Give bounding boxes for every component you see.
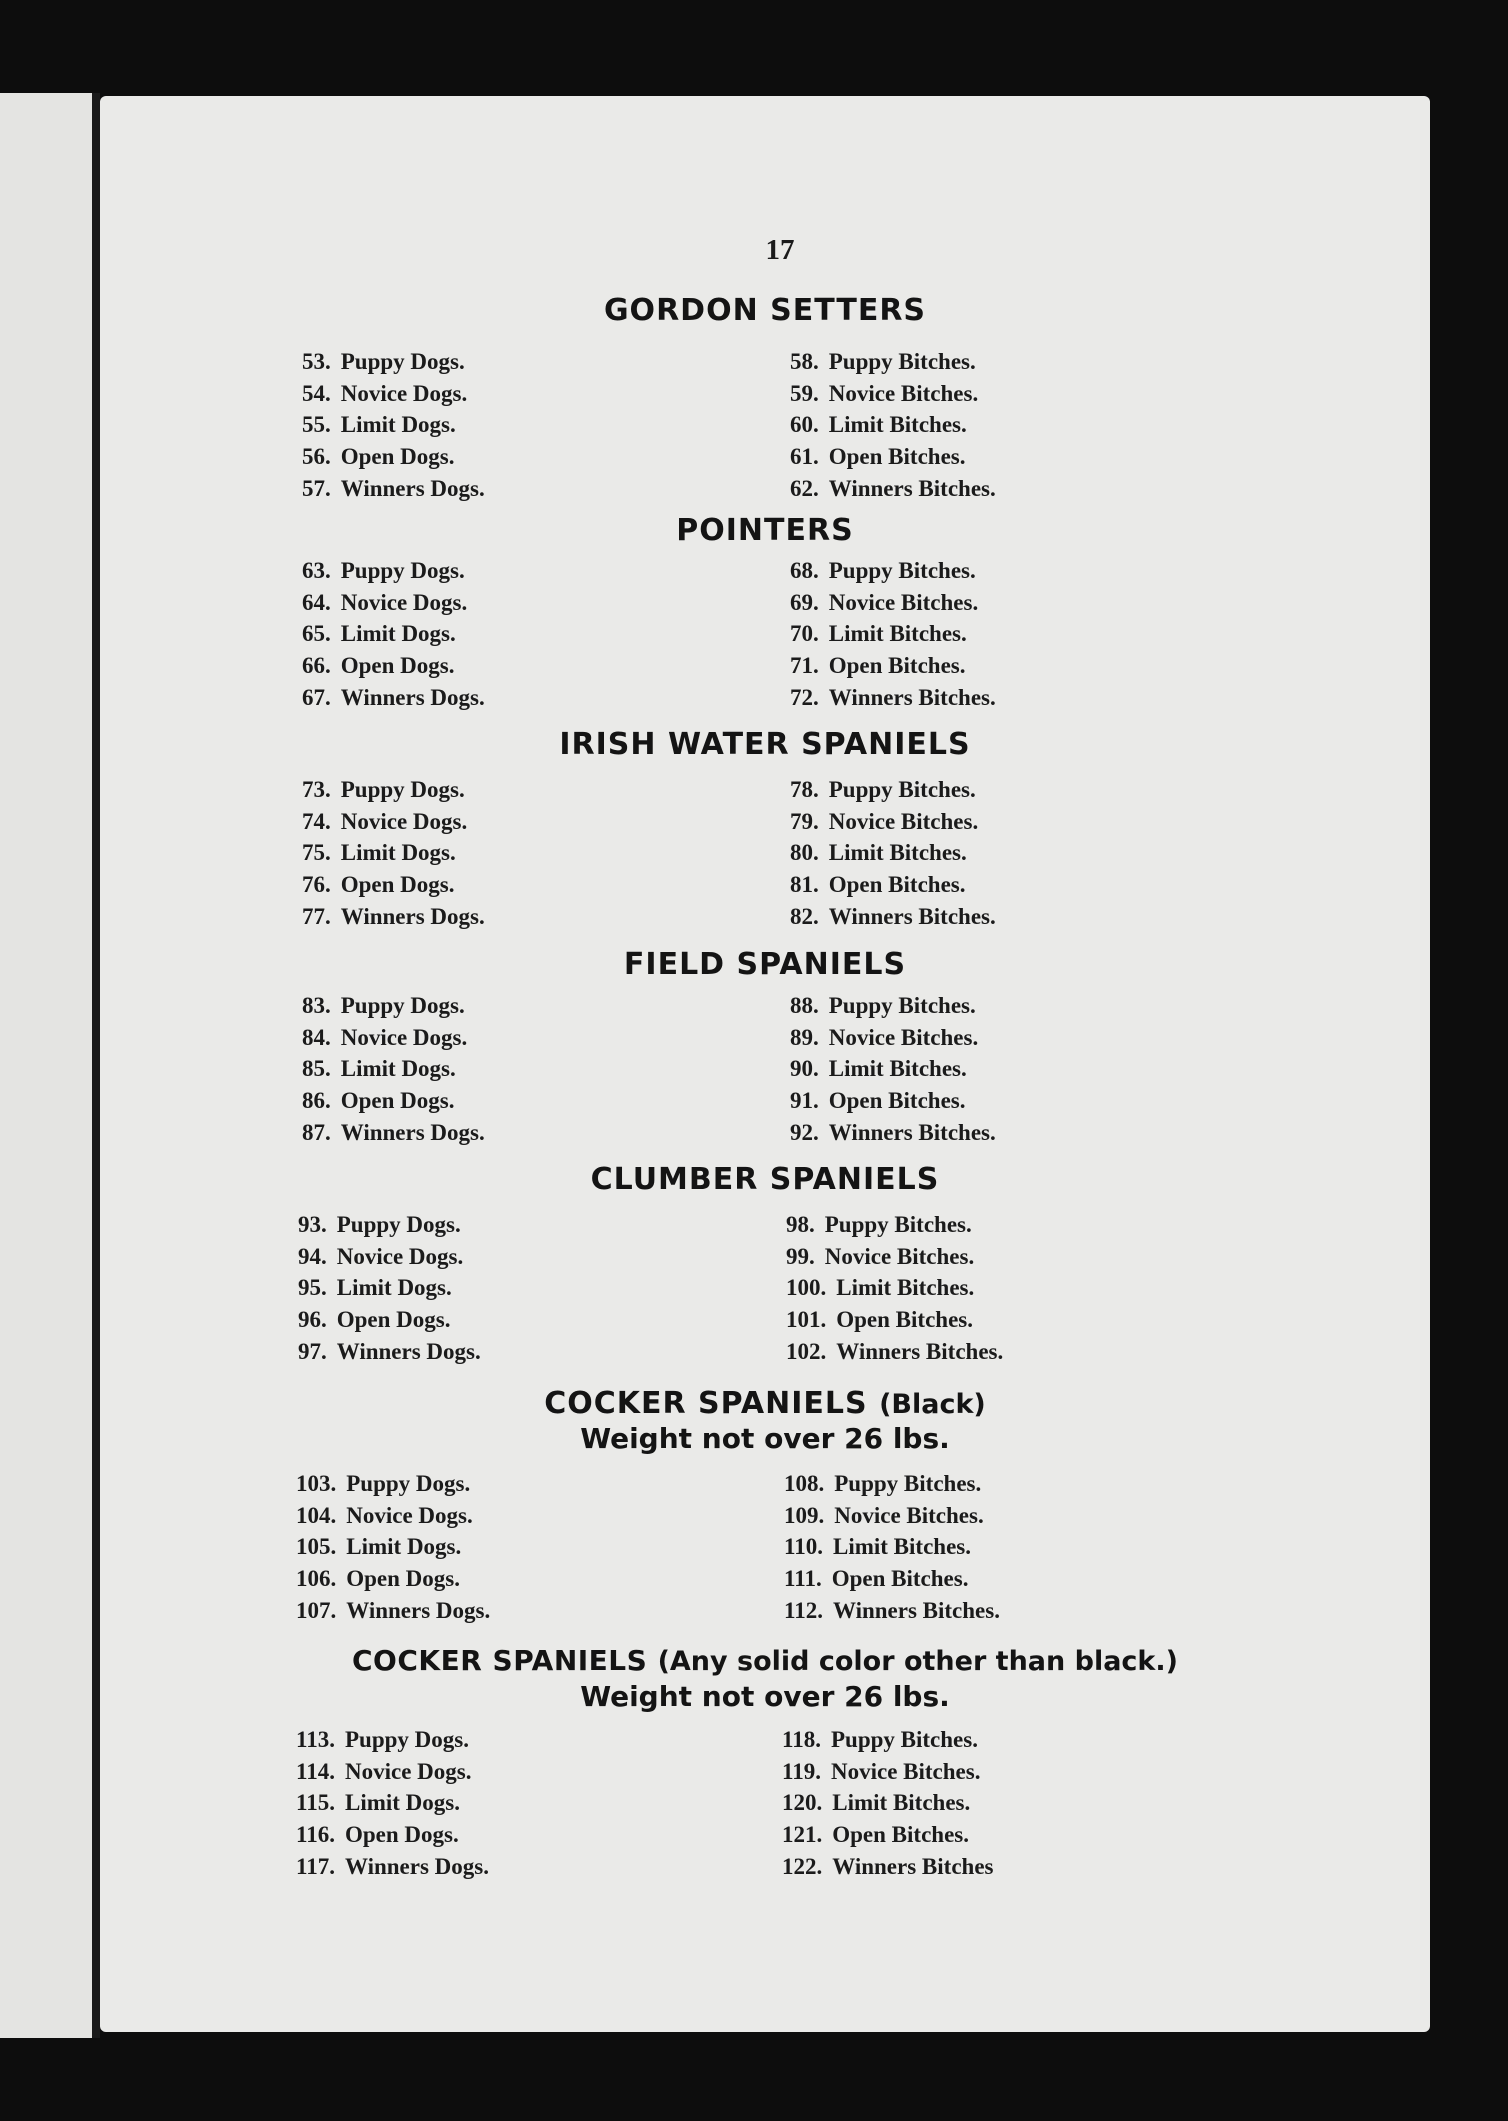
- class-entry: 118. Puppy Bitches.: [782, 1727, 978, 1752]
- class-entry: 104. Novice Dogs.: [296, 1502, 473, 1528]
- class-entry: 122. Winners Bitches: [782, 1853, 994, 1879]
- class-entry: 97. Winners Dogs.: [298, 1338, 481, 1364]
- class-entry: 74. Novice Dogs.: [302, 808, 468, 834]
- page-gutter: [92, 93, 100, 2038]
- class-entry: 91. Open Bitches.: [790, 1088, 966, 1114]
- class-entry: 116. Open Dogs.: [296, 1822, 459, 1848]
- class-entry: 95. Limit Dogs.: [298, 1275, 452, 1301]
- section-subheading-weight: Weight not over 26 lbs.: [580, 1680, 950, 1713]
- class-entry: 119. Novice Bitches.: [782, 1758, 981, 1784]
- class-entry: 115. Limit Dogs.: [296, 1790, 460, 1816]
- class-entry: 81. Open Bitches.: [790, 872, 966, 898]
- pointers-bitch-classes: [790, 555, 996, 713]
- class-entry: 61. Open Bitches.: [790, 444, 966, 470]
- class-entry: 77. Winners Dogs.: [302, 903, 485, 929]
- cocker-spaniels-black-dog-classes: [296, 1468, 490, 1626]
- class-entry: 57. Winners Dogs.: [302, 475, 485, 501]
- clumber-spaniels-dog-classes: [298, 1209, 481, 1367]
- class-entry: 82. Winners Bitches.: [790, 903, 996, 929]
- cocker-spaniels-solid-bitch-classes: [782, 1724, 993, 1882]
- section-heading-clumber-spaniels: CLUMBER SPANIELS: [590, 1162, 940, 1197]
- section-heading-gordon-setters: GORDON SETTERS: [603, 293, 927, 328]
- class-entry: 99. Novice Bitches.: [786, 1243, 975, 1269]
- field-spaniels-bitch-classes: [790, 990, 996, 1148]
- class-entry: 121. Open Bitches.: [782, 1822, 969, 1848]
- facing-page-edge: [0, 93, 92, 2038]
- class-entry: 60. Limit Bitches.: [790, 412, 967, 438]
- cocker-spaniels-black-bitch-classes: [784, 1468, 1000, 1626]
- clumber-spaniels-bitch-classes: [786, 1209, 1003, 1367]
- class-entry: 62. Winners Bitches.: [790, 475, 996, 501]
- class-entry: 86. Open Dogs.: [302, 1088, 455, 1114]
- class-entry: 90. Limit Bitches.: [790, 1056, 967, 1082]
- section-heading-pointers: POINTERS: [676, 513, 854, 548]
- class-entry: 56. Open Dogs.: [302, 444, 455, 470]
- class-entry: 108. Puppy Bitches.: [784, 1471, 982, 1496]
- class-entry: 78. Puppy Bitches.: [790, 777, 976, 802]
- pointers-dog-classes: [302, 555, 485, 713]
- class-entry: 98. Puppy Bitches.: [786, 1212, 972, 1237]
- class-entry: 67. Winners Dogs.: [302, 684, 485, 710]
- gordon-setters-dog-classes: [302, 346, 485, 504]
- class-entry: 120. Limit Bitches.: [782, 1790, 971, 1816]
- class-entry: 76. Open Dogs.: [302, 872, 455, 898]
- class-entry: 59. Novice Bitches.: [790, 380, 979, 406]
- class-entry: 58. Puppy Bitches.: [790, 349, 976, 374]
- page-number: 17: [765, 234, 795, 266]
- section-heading-field-spaniels: FIELD SPANIELS: [623, 947, 907, 982]
- class-entry: 85. Limit Dogs.: [302, 1056, 456, 1082]
- class-entry: 66. Open Dogs.: [302, 653, 455, 679]
- class-entry: 117. Winners Dogs.: [296, 1853, 489, 1879]
- class-entry: 88. Puppy Bitches.: [790, 993, 976, 1018]
- class-entry: 69. Novice Bitches.: [790, 589, 979, 615]
- class-entry: 107. Winners Dogs.: [296, 1597, 491, 1623]
- class-entry: 94. Novice Dogs.: [298, 1243, 464, 1269]
- class-entry: 75. Limit Dogs.: [302, 840, 456, 866]
- class-entry: 100. Limit Bitches.: [786, 1275, 975, 1301]
- class-entry: 102. Winners Bitches.: [786, 1338, 1004, 1364]
- section-heading-cocker-spaniels-black: COCKER SPANIELS (Black): [544, 1386, 986, 1421]
- class-entry: 84. Novice Dogs.: [302, 1024, 468, 1050]
- irish-water-spaniels-dog-classes: [302, 774, 485, 932]
- class-entry: 96. Open Dogs.: [298, 1307, 451, 1333]
- class-entry: 105. Limit Dogs.: [296, 1534, 462, 1560]
- class-entry: 112. Winners Bitches.: [784, 1597, 1000, 1623]
- class-entry: 113. Puppy Dogs.: [296, 1727, 469, 1752]
- class-entry: 64. Novice Dogs.: [302, 589, 468, 615]
- class-entry: 111. Open Bitches.: [784, 1566, 969, 1592]
- class-entry: 80. Limit Bitches.: [790, 840, 967, 866]
- irish-water-spaniels-bitch-classes: [790, 774, 996, 932]
- field-spaniels-dog-classes: [302, 990, 485, 1148]
- class-entry: 54. Novice Dogs.: [302, 380, 468, 406]
- class-entry: 55. Limit Dogs.: [302, 412, 456, 438]
- class-entry: 109. Novice Bitches.: [784, 1502, 984, 1528]
- class-entry: 53. Puppy Dogs.: [302, 349, 465, 374]
- class-entry: 63. Puppy Dogs.: [302, 558, 465, 583]
- section-heading-cocker-spaniels-solid-color: COCKER SPANIELS (Any solid color other than black.): [352, 1644, 1178, 1677]
- class-entry: 83. Puppy Dogs.: [302, 993, 465, 1018]
- catalog-page: [100, 96, 1430, 2032]
- cocker-spaniels-solid-dog-classes: [296, 1724, 489, 1882]
- class-entry: 103. Puppy Dogs.: [296, 1471, 471, 1496]
- class-entry: 71. Open Bitches.: [790, 653, 966, 679]
- class-entry: 93. Puppy Dogs.: [298, 1212, 461, 1237]
- class-entry: 73. Puppy Dogs.: [302, 777, 465, 802]
- class-entry: 106. Open Dogs.: [296, 1566, 460, 1592]
- class-entry: 72. Winners Bitches.: [790, 684, 996, 710]
- section-subheading-weight: Weight not over 26 lbs.: [580, 1422, 950, 1455]
- class-entry: 89. Novice Bitches.: [790, 1024, 979, 1050]
- class-entry: 70. Limit Bitches.: [790, 621, 967, 647]
- class-entry: 68. Puppy Bitches.: [790, 558, 976, 583]
- class-entry: 110. Limit Bitches.: [784, 1534, 971, 1560]
- class-entry: 101. Open Bitches.: [786, 1307, 973, 1333]
- gordon-setters-bitch-classes: [790, 346, 996, 504]
- class-entry: 114. Novice Dogs.: [296, 1758, 472, 1784]
- class-entry: 79. Novice Bitches.: [790, 808, 979, 834]
- class-entry: 87. Winners Dogs.: [302, 1119, 485, 1145]
- class-entry: 65. Limit Dogs.: [302, 621, 456, 647]
- section-heading-irish-water-spaniels: IRISH WATER SPANIELS: [559, 727, 971, 762]
- class-entry: 92. Winners Bitches.: [790, 1119, 996, 1145]
